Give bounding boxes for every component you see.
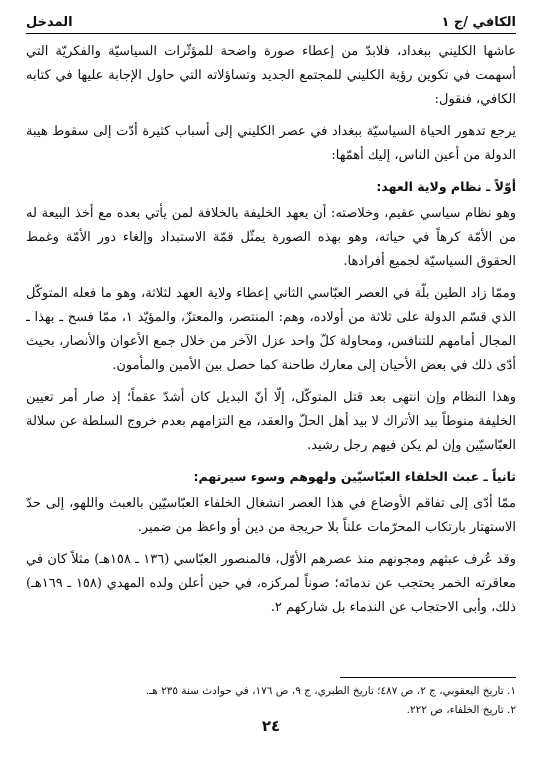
running-header [26, 6, 516, 34]
header-section-title: المدخل [26, 15, 73, 30]
page-number: ٢٤ [261, 717, 281, 735]
paragraph-6: ممّا أدّى إلى تفاقم الأوضاع في هذا العصر انشغال الخلفاء العبّاسيّين بالعبث واللهو، إلى حدّ الاستهتار بارتكاب المحرّمات علناً بلا حريجة من دين أو واعظ من ضمير. [26, 496, 516, 535]
footnotes [26, 682, 516, 720]
page-body [26, 40, 516, 628]
paragraph-7: وقد عُرف عبثهم ومجونهم منذ عصرهم الأوّل، فالمنصور العبّاسي (١٣٦ ـ ١٥٨هـ) مثلاً كان في معاقرته الخمر يحتجب عن ندمائه؛ صوناً لمركزه، في حين أعلن ولده المهدي (١٥٨ ـ ١٦٩هـ) ذلك، وأبى الاحتجاب عن الندماء بل شاركهم ٢. [26, 552, 517, 615]
section-heading-1: أوّلاً ـ نظام ولاية العهد: [376, 179, 516, 194]
section-heading-2: ثانياً ـ عبث الخلفاء العبّاسيّين ولهوهم وسوء سيرتهم: [193, 469, 516, 484]
footnote-1: ١. تاريخ اليعقوبي، ج ٢، ص ٤٨٧؛ تاريخ الطبري، ج ٩، ص ١٧٦، في حوادث سنة ٢٣٥ هـ. [145, 685, 516, 697]
paragraph-5: وهذا النظام وإن انتهى بعد قتل المتوكّل، إلّا أنّ البديل كان أشدّ عقماً؛ إذ صار أمر تعيين الخليفة منوطاً بيد الأتراك لا بيد أهل الحلّ والعقد، مع التزامهم بعدم خروج السلطة عن سلالة العبّاسيّين وإن لم يكن فيهم رجل رشيد. [26, 390, 516, 453]
footnote-2: ٢. تاريخ الخلفاء، ص ٢٢٢. [406, 704, 516, 716]
header-book-title: الكافي /ج ١ [441, 15, 516, 30]
paragraph-2: يرجع تدهور الحياة السياسيّة ببغداد في عصر الكليني إلى أسباب كثيرة أدّت إلى سقوط هيبة الدولة من أعين الناس، إليك أهمّها: [26, 124, 516, 163]
paragraph-4: وممّا زاد الطين بلّة في العصر العبّاسي الثاني إعطاء ولاية العهد لثلاثة، وهو ما فعله المتوكّل الذي قسّم الدولة على ثلاثة من أولاده، وهم: المنتصر، والمعتزّ، والمؤيّد ١، ممّا فسح ـ بهذا ـ المجال أمامهم للتنافس، ومحاولة كلّ واحد عزل الآخر من خلال جمع الأعوان والأنصار، بحيث أدّى ذلك في بعض الأحيان إلى معارك طاحنة كما حصل بين الأمين والمأمون. [26, 286, 517, 373]
paragraph-1: عاشها الكليني ببغداد، فلابدّ من إعطاء صورة واضحة للمؤثّرات السياسيّة والفكريّة التي أسهمت في تكوين رؤية الكليني للمجتمع الجديد وتساؤلاته التي حاول الإجابة عليها في كتابه الكافي، فنقول: [26, 44, 516, 107]
footnote-divider [340, 677, 516, 678]
paragraph-3: وهو نظام سياسي عقيم، وخلاصته: أن يعهد الخليفة بالخلافة لمن يأتي بعده مع أخذ البيعة له من الأمّة كرهاً في حياته، وهو بهذه الصورة يمثّل قمّة الاستبداد وإلغاء دور الأمّة وغمط الحقوق السياسيّة لجميع أفرادها. [26, 206, 516, 269]
